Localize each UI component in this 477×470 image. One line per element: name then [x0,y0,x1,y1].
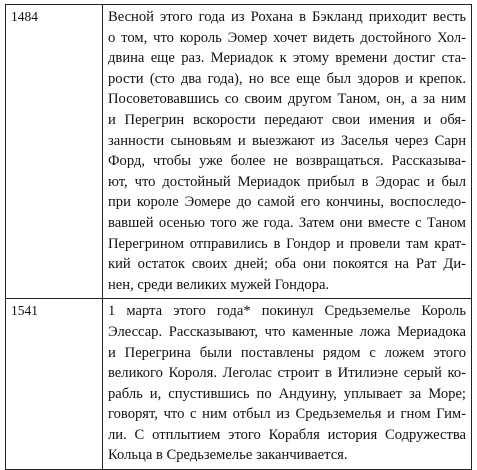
text-line: занности сыновьям и выезжают из Заселья через Сарн [108,132,466,149]
text-line: Кольца в Средьземелье заканчивается. [108,447,348,464]
table-row-1541 [6,299,472,470]
text-line: Весной этого года из Рохана в Бэкланд приходит весть [108,9,466,25]
year-label: 1541 [11,303,38,319]
text-line: нен, среди великих мужей Гондора. [108,276,330,293]
text-line: рости (сто два года), но все еще был здоров и крепок. [108,70,466,87]
text-line: при короле Эомере до самой его кончины, воспоследо- [108,194,466,211]
year-cell [6,5,103,299]
table-row-1484 [6,5,472,299]
text-line: великого Короля. Леголас строит в Итилиэне серый ко- [108,365,466,382]
year-label: 1484 [11,9,38,24]
text-line: кий остаток своих дней; оба они покоятся на Рат Ди- [108,256,466,273]
text-line: двина еще раз. Мериадок к этому времени достиг ста- [108,50,466,67]
text-line: ли. С отплытием этого Корабля история Содружества [108,426,466,443]
text-line: ют, что достойный Мериадок прибыл в Эдорас и был [108,173,466,190]
text-line: говорят, что с ним отбыл из Средьземелья и гном Гим- [108,406,466,423]
text-line: и Перегрина были поставлены рядом с ложем этого [108,344,466,361]
text-line: 1 марта этого года* покинул Средьземелье Король [108,303,466,320]
text-line: Посоветовавшись со своим другом Таном, он, а за ним [108,91,466,108]
year-cell [6,299,103,470]
text-line: Элессар. Рассказывают, что каменные ложа Мериадока [108,323,466,340]
text-line: вавшей осенью того же года. Затем они вместе с Таном [108,214,466,231]
text-line: Форд, чтобы уже более не возвращаться. Рассказыва- [108,153,466,170]
text-line: о том, что король Эомер хочет видеть достойного Хол- [108,29,466,46]
text-line: рабль и, спустившись по Андуину, уплывает за Море; [108,385,466,402]
text-line: Перегрином отправились в Гондор и провели там крат- [108,235,466,252]
event-text-cell [103,299,472,470]
event-text-cell [103,5,472,299]
chronology-table [5,4,472,470]
text-line: и Перегрин вскорости передают свои имения и обя- [108,111,466,128]
